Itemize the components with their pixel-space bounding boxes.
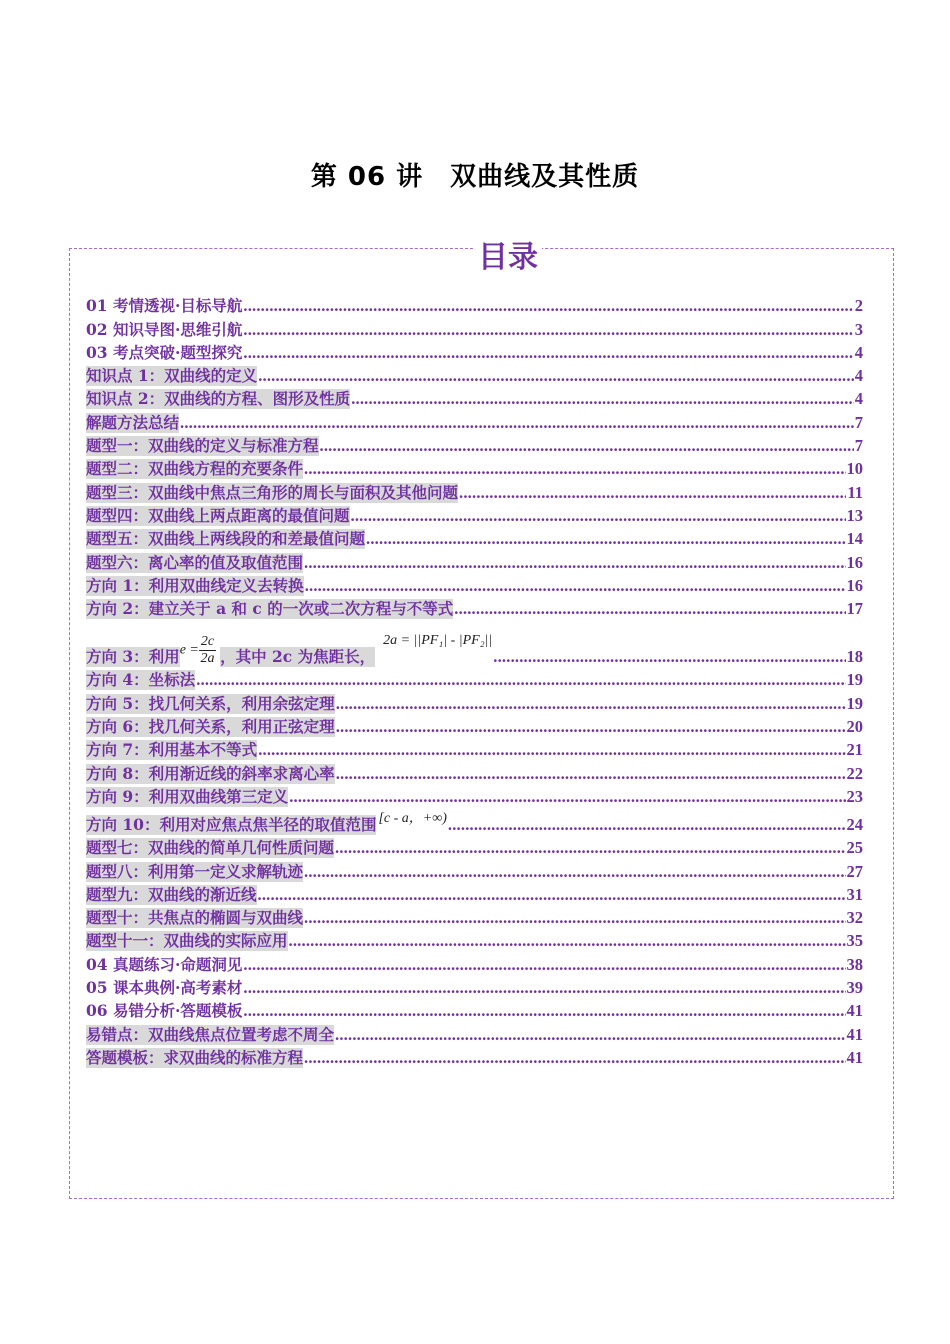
toc-entry-page: 3 xyxy=(854,319,863,339)
focal-radius-interval: [c - a，+∞) xyxy=(378,807,446,827)
toc-entry-page: 24 xyxy=(846,814,863,834)
toc-entry[interactable] xyxy=(86,316,863,339)
page-title: 第 06 讲 双曲线及其性质 xyxy=(310,162,640,192)
toc-entry-label: 06 易错分析·答题模板 xyxy=(86,1001,243,1021)
toc-entry-label: 题型十一：双曲线的实际应用 xyxy=(86,931,288,951)
toc-entry-page: 31 xyxy=(846,884,863,904)
toc-entry[interactable] xyxy=(86,456,863,479)
toc-entry-page: 2 xyxy=(854,296,863,316)
toc-leader-dots xyxy=(243,955,845,975)
toc-entry[interactable] xyxy=(86,573,863,596)
toc-entry-page: 41 xyxy=(846,1001,863,1021)
toc-entry-page: 38 xyxy=(846,954,863,974)
toc-leader-dots xyxy=(289,787,845,807)
toc-leader-dots xyxy=(258,740,845,760)
toc-entry[interactable] xyxy=(86,503,863,526)
toc-entry[interactable] xyxy=(86,760,863,783)
toc-leader-dots xyxy=(459,483,846,503)
toc-entry[interactable] xyxy=(86,835,863,858)
toc-leader-dots xyxy=(454,599,845,619)
toc-entry-label: 解题方法总结 xyxy=(86,412,180,432)
toc-entry-label: 题型二：双曲线方程的充要条件 xyxy=(86,459,304,479)
toc-entry[interactable] xyxy=(86,363,863,386)
toc-entry-label: 知识点 1：双曲线的定义 xyxy=(86,366,258,386)
toc-entry[interactable] xyxy=(86,433,863,456)
toc-entry[interactable] xyxy=(86,1045,863,1068)
toc-leader-dots xyxy=(335,1025,845,1045)
toc-leader-dots xyxy=(366,529,845,549)
toc-entry-page: 41 xyxy=(846,1047,863,1067)
toc-leader-dots xyxy=(243,978,845,998)
toc-entry-label: 方向 8：利用渐近线的斜率求离心率 xyxy=(86,763,335,783)
toc-entry[interactable] xyxy=(86,596,863,619)
toc-leader-dots xyxy=(336,717,846,737)
toc-entry-label: 方向 9：利用双曲线第三定义 xyxy=(86,786,289,806)
toc-entry[interactable] xyxy=(86,1021,863,1044)
toc-leader-dots xyxy=(180,413,854,433)
toc-heading xyxy=(0,232,950,276)
toc-entry-label: 方向 3：利用 xyxy=(86,647,180,667)
toc-entry-page: 4 xyxy=(854,342,863,362)
toc-entry[interactable] xyxy=(86,340,863,363)
toc-entry[interactable] xyxy=(86,737,863,760)
toc-entry-label: 方向 6：找几何关系，利用正弦定理 xyxy=(86,717,335,737)
toc-entry-label: 题型七：双曲线的简单几何性质问题 xyxy=(86,838,335,858)
toc-entry-page: 4 xyxy=(854,389,863,409)
toc-entry-page: 14 xyxy=(846,529,863,549)
toc-entry-page: 7 xyxy=(854,412,863,432)
toc-entry-label: 题型十：共焦点的椭圆与双曲线 xyxy=(86,908,304,928)
toc-leader-dots xyxy=(335,838,845,858)
toc-entry-page: 20 xyxy=(846,717,863,737)
formula-fraction xyxy=(199,634,216,667)
toc-entry-page: 18 xyxy=(846,647,863,667)
toc-entry-page: 22 xyxy=(846,763,863,783)
toc-entry-label: 知识点 2：双曲线的方程、图形及性质 xyxy=(86,389,351,409)
toc-entry-label-cont: ，其中 2c 为焦距长， xyxy=(220,647,376,667)
toc-entry-label: 题型一：双曲线的定义与标准方程 xyxy=(86,436,319,456)
toc-leader-dots xyxy=(305,576,846,596)
toc-entry-label: 题型四：双曲线上两点距离的最值问题 xyxy=(86,505,350,525)
toc-entry[interactable] xyxy=(86,784,863,807)
toc-leader-dots xyxy=(243,296,853,316)
toc-entry-label: 方向 2：建立关于 a 和 c 的一次或二次方程与不等式 xyxy=(86,599,454,619)
toc-entry-page: 32 xyxy=(846,908,863,928)
toc-leader-dots xyxy=(304,459,845,479)
toc-leader-dots xyxy=(243,320,853,340)
toc-entry-label: 答题模板：求双曲线的标准方程 xyxy=(86,1047,304,1067)
toc-entry-label: 方向 4：坐标法 xyxy=(86,670,196,690)
toc-entry-page: 41 xyxy=(846,1024,863,1044)
toc-entry-label: 方向 10：利用对应焦点焦半径的取值范围 xyxy=(86,814,377,834)
toc-entry-page: 23 xyxy=(846,786,863,806)
toc-entry-label: 题型六：离心率的值及取值范围 xyxy=(86,552,304,572)
toc-entry-label: 05 课本典例·高考素材 xyxy=(86,978,243,998)
toc-leader-dots xyxy=(289,931,846,951)
toc-entry-label: 01 考情透视·目标导航 xyxy=(86,296,243,316)
toc-leader-dots xyxy=(304,908,845,928)
toc-entry[interactable] xyxy=(86,975,863,998)
toc-entry-page: 21 xyxy=(846,740,863,760)
toc-entry[interactable] xyxy=(86,714,863,737)
toc-list xyxy=(86,293,863,1068)
toc-entry-page: 7 xyxy=(854,436,863,456)
toc-entry[interactable] xyxy=(86,409,863,432)
toc-entry-page: 16 xyxy=(846,575,863,595)
toc-leader-dots xyxy=(258,885,846,905)
toc-entry-page: 4 xyxy=(854,366,863,386)
toc-leader-dots xyxy=(196,670,845,690)
toc-leader-dots xyxy=(448,815,846,835)
toc-entry[interactable] xyxy=(86,667,863,690)
toc-entry[interactable] xyxy=(86,690,863,713)
toc-entry-label: 题型三：双曲线中焦点三角形的周长与面积及其他问题 xyxy=(86,482,459,502)
toc-entry[interactable] xyxy=(86,807,863,835)
toc-entry-page: 35 xyxy=(846,931,863,951)
toc-entry-page: 27 xyxy=(846,861,863,881)
toc-entry[interactable] xyxy=(86,619,863,667)
toc-entry-label: 题型五：双曲线上两线段的和差最值问题 xyxy=(86,529,366,549)
eccentricity-formula xyxy=(180,634,216,667)
toc-entry[interactable] xyxy=(86,386,863,409)
toc-entry-page: 17 xyxy=(846,599,863,619)
toc-leader-dots xyxy=(304,553,845,573)
toc-entry-label: 方向 5：找几何关系，利用余弦定理 xyxy=(86,693,335,713)
toc-entry-label: 易错点：双曲线焦点位置考虑不周全 xyxy=(86,1024,335,1044)
toc-entry[interactable] xyxy=(86,858,863,881)
toc-entry[interactable] xyxy=(86,293,863,316)
toc-entry[interactable] xyxy=(86,549,863,572)
toc-entry-label: 02 知识导图·思维引航 xyxy=(86,319,243,339)
toc-entry-page: 11 xyxy=(847,482,863,502)
toc-leader-dots xyxy=(351,389,854,409)
toc-entry-page: 19 xyxy=(846,670,863,690)
toc-entry[interactable] xyxy=(86,882,863,905)
toc-entry[interactable] xyxy=(86,526,863,549)
focal-distance-formula: 2a = ||PF₁| - |PF₂|| xyxy=(383,633,493,649)
toc-leader-dots xyxy=(493,647,845,667)
toc-entry-label: 方向 1：利用双曲线定义去转换 xyxy=(86,575,304,595)
toc-entry-label: 题型八：利用第一定义求解轨迹 xyxy=(86,861,304,881)
toc-entry-page: 39 xyxy=(846,978,863,998)
toc-entry-label: 04 真题练习·命题洞见 xyxy=(86,954,243,974)
toc-entry-page: 19 xyxy=(846,693,863,713)
toc-leader-dots xyxy=(304,1048,845,1068)
toc-leader-dots xyxy=(258,366,854,386)
formula-denominator: 2a xyxy=(200,651,215,667)
toc-entry-page: 25 xyxy=(846,838,863,858)
formula-lhs: e = xyxy=(179,642,199,658)
toc-leader-dots xyxy=(320,436,854,456)
toc-entry-page: 16 xyxy=(846,552,863,572)
toc-leader-dots xyxy=(243,343,853,363)
toc-entry[interactable] xyxy=(86,951,863,974)
toc-entry[interactable] xyxy=(86,998,863,1021)
toc-entry-label: 方向 7：利用基本不等式 xyxy=(86,740,258,760)
toc-leader-dots xyxy=(336,694,846,714)
formula-numerator: 2c xyxy=(200,634,215,650)
toc-entry[interactable] xyxy=(86,905,863,928)
toc-leader-dots xyxy=(304,862,845,882)
toc-leader-dots xyxy=(336,764,846,784)
toc-heading-text: 目录 xyxy=(474,240,542,275)
toc-leader-dots xyxy=(351,506,846,526)
toc-entry-page: 13 xyxy=(846,505,863,525)
toc-entry-page: 10 xyxy=(846,459,863,479)
toc-entry[interactable] xyxy=(86,479,863,502)
toc-entry-label: 题型九：双曲线的渐近线 xyxy=(86,884,257,904)
toc-leader-dots xyxy=(243,1001,845,1021)
toc-entry-label: 03 考点突破·题型探究 xyxy=(86,342,243,362)
toc-entry[interactable] xyxy=(86,928,863,951)
